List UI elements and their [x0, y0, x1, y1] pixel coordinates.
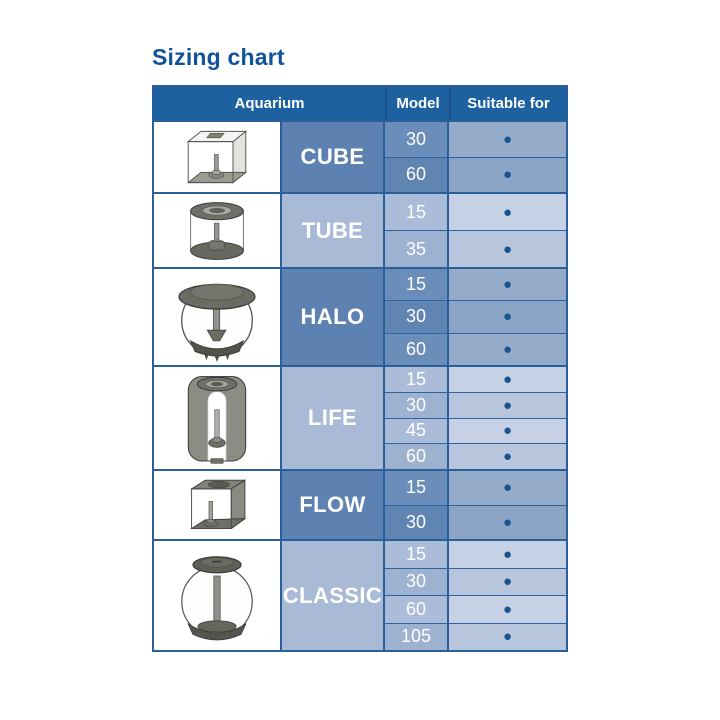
suitable-dot: ●: [502, 422, 513, 440]
model-value: 15: [385, 471, 449, 505]
suitable-dot: ●: [502, 340, 513, 358]
model-value: 35: [385, 231, 449, 267]
tube-aquarium-icon: [165, 198, 269, 264]
aquarium-image-cell: [154, 194, 282, 267]
suitable-cell: [449, 541, 566, 568]
header-aquarium: Aquarium: [154, 87, 387, 120]
suitable-cell: [449, 301, 566, 332]
model-value: 30: [385, 569, 449, 596]
suitable-cell: [449, 419, 566, 444]
suitable-dot: ●: [502, 573, 513, 591]
section-rows: [385, 122, 566, 192]
page-title: Sizing chart: [152, 44, 285, 70]
model-value: 30: [385, 393, 449, 418]
table-row: [385, 367, 566, 392]
table-row: [385, 505, 566, 540]
aquarium-name: FLOW: [282, 471, 385, 539]
classic-aquarium-icon: [176, 544, 258, 648]
table-row: [385, 568, 566, 596]
table-row: [385, 443, 566, 469]
suitable-dot: ●: [502, 276, 513, 294]
table-header-row: [154, 87, 566, 120]
suitable-dot: ●: [502, 203, 513, 221]
header-suitable-for: Suitable for: [467, 95, 550, 112]
suitable-cell: [449, 334, 566, 365]
table-row: [385, 471, 566, 505]
suitable-cell: [449, 569, 566, 596]
section-halo: [154, 267, 566, 365]
suitable-cell: [449, 194, 566, 230]
table-row: [385, 157, 566, 193]
halo-aquarium-icon: [167, 272, 267, 362]
table-row: [385, 392, 566, 418]
table-row: [385, 300, 566, 332]
table-row: [385, 122, 566, 157]
flow-aquarium-icon: [169, 474, 265, 536]
suitable-cell: [449, 269, 566, 300]
suitable-cell: [449, 444, 566, 469]
section-rows: [385, 269, 566, 365]
sizing-chart-table: [152, 85, 568, 652]
model-value: 30: [385, 301, 449, 332]
aquarium-name: LIFE: [282, 367, 385, 469]
model-value: 15: [385, 269, 449, 300]
aquarium-name: TUBE: [282, 194, 385, 267]
section-rows: [385, 471, 566, 539]
aquarium-image-cell: [154, 269, 282, 365]
suitable-dot: ●: [502, 396, 513, 414]
cube-aquarium-icon: [165, 125, 269, 189]
aquarium-image-cell: [154, 471, 282, 539]
suitable-cell: [449, 624, 566, 651]
suitable-dot: ●: [502, 370, 513, 388]
suitable-dot: ●: [502, 479, 513, 497]
suitable-dot: ●: [502, 448, 513, 466]
suitable-cell: [449, 596, 566, 623]
section-rows: [385, 541, 566, 650]
suitable-dot: ●: [502, 308, 513, 326]
section-tube: [154, 192, 566, 267]
model-value: 105: [385, 624, 449, 651]
suitable-dot: ●: [502, 600, 513, 618]
life-aquarium-icon: [178, 369, 256, 467]
aquarium-name: HALO: [282, 269, 385, 365]
suitable-cell: [449, 393, 566, 418]
section-flow: [154, 469, 566, 539]
aquarium-name: CUBE: [282, 122, 385, 192]
table-row: [385, 269, 566, 300]
section-cube: [154, 120, 566, 192]
suitable-cell: [449, 367, 566, 392]
model-value: 60: [385, 334, 449, 365]
model-value: 15: [385, 541, 449, 568]
model-value: 15: [385, 194, 449, 230]
table-row: [385, 595, 566, 623]
model-value: 60: [385, 444, 449, 469]
suitable-cell: [449, 231, 566, 267]
suitable-dot: ●: [502, 513, 513, 531]
aquarium-image-cell: [154, 367, 282, 469]
table-row: [385, 333, 566, 365]
model-value: 15: [385, 367, 449, 392]
section-rows: [385, 367, 566, 469]
aquarium-name: CLASSIC: [282, 541, 385, 650]
model-value: 45: [385, 419, 449, 444]
table-row: [385, 194, 566, 230]
model-value: 30: [385, 122, 449, 157]
suitable-dot: ●: [502, 130, 513, 148]
suitable-dot: ●: [502, 240, 513, 258]
model-value: 60: [385, 158, 449, 193]
suitable-cell: [449, 122, 566, 157]
suitable-dot: ●: [502, 545, 513, 563]
suitable-dot: ●: [502, 166, 513, 184]
model-value: 60: [385, 596, 449, 623]
suitable-cell: [449, 471, 566, 505]
section-classic: [154, 539, 566, 650]
section-life: [154, 365, 566, 469]
suitable-dot: ●: [502, 628, 513, 646]
table-row: [385, 623, 566, 651]
model-value: 30: [385, 506, 449, 540]
aquarium-image-cell: [154, 541, 282, 650]
table-row: [385, 541, 566, 568]
suitable-cell: [449, 158, 566, 193]
section-rows: [385, 194, 566, 267]
table-row: [385, 230, 566, 267]
table-row: [385, 418, 566, 444]
header-model: Model: [387, 87, 451, 120]
suitable-cell: [449, 506, 566, 540]
aquarium-image-cell: [154, 122, 282, 192]
